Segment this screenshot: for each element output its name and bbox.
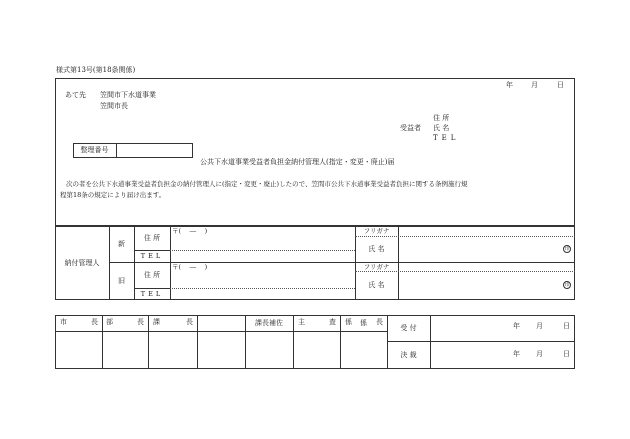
reference-number-field[interactable] xyxy=(117,143,192,158)
manager-old-label: 旧 xyxy=(118,276,125,285)
manager-new-label: 新 xyxy=(118,239,125,248)
manager-new-postal[interactable]: 〒( ― ) xyxy=(172,227,208,235)
beneficiary-tel-label: TEL xyxy=(433,134,460,142)
beneficiary-name-label: 氏 名 xyxy=(433,124,450,132)
approval-header-senior-staff: 主 査 xyxy=(298,318,336,326)
manager-old-address-label: 住 所 xyxy=(143,270,161,279)
decided-date-year: 年 xyxy=(513,350,520,358)
approval-header-sub-chief: 係 長 xyxy=(345,318,383,326)
beneficiary-label: 受益者 xyxy=(400,124,421,132)
manager-row-label: 納付管理人 xyxy=(64,258,100,267)
manager-old-furigana-label: フリガナ xyxy=(363,262,390,271)
form-title: 公共下水道事業受益者負担金納付管理人(指定・変更・廃止)届 xyxy=(200,158,395,166)
manager-old-postal[interactable]: 〒( ― ) xyxy=(172,263,208,271)
manager-new-tel-label: TEL xyxy=(140,252,164,260)
body-text-line2: 程第18条の規定により届け出ます。 xyxy=(60,191,166,199)
approval-header-assistant-chief: 課長補佐 xyxy=(255,318,283,327)
received-date-day: 日 xyxy=(563,322,570,330)
manager-old-tel-label: TEL xyxy=(140,290,164,298)
received-label: 受 付 xyxy=(400,323,417,332)
body-text-line1: 次の者を公共下水道事業受益者負担金の納付管理人に(指定・変更・廃止)したので、笠間市公共下水道事業受益者負担に関する条例施行規 xyxy=(66,180,468,188)
received-date-year: 年 xyxy=(513,322,520,330)
manager-old-seal-icon: 印 xyxy=(564,282,570,288)
manager-new-furigana-label: フリガナ xyxy=(363,227,390,235)
decided-date-month: 月 xyxy=(536,350,543,358)
decided-label: 決 裁 xyxy=(400,350,417,359)
manager-new-seal-icon: 印 xyxy=(564,246,570,252)
manager-new-address-label: 住 所 xyxy=(143,233,161,242)
received-date-month: 月 xyxy=(536,322,543,330)
date-month-label: 月 xyxy=(531,81,538,89)
date-day-label: 日 xyxy=(557,81,564,89)
date-year-label: 年 xyxy=(506,81,513,89)
addressee-line2: 笠間市長 xyxy=(100,102,128,110)
approval-header-mayor: 市 長 xyxy=(60,318,98,326)
approval-header-section-chief: 課 長 xyxy=(153,318,193,326)
manager-new-name-label: 氏 名 xyxy=(368,244,385,253)
addressee-label: あて先 xyxy=(65,91,86,99)
reference-number-label: 整理番号 xyxy=(80,146,109,154)
beneficiary-address-label: 住 所 xyxy=(433,114,450,122)
manager-old-name-label: 氏 名 xyxy=(368,281,385,289)
form-number: 様式第13号(第18条関係) xyxy=(56,66,136,74)
addressee-line1: 笠間市下水道事業 xyxy=(100,91,156,99)
approval-header-director: 部 長 xyxy=(106,318,144,326)
approval-header-staff: 係 xyxy=(360,318,367,327)
decided-date-day: 日 xyxy=(563,350,570,358)
